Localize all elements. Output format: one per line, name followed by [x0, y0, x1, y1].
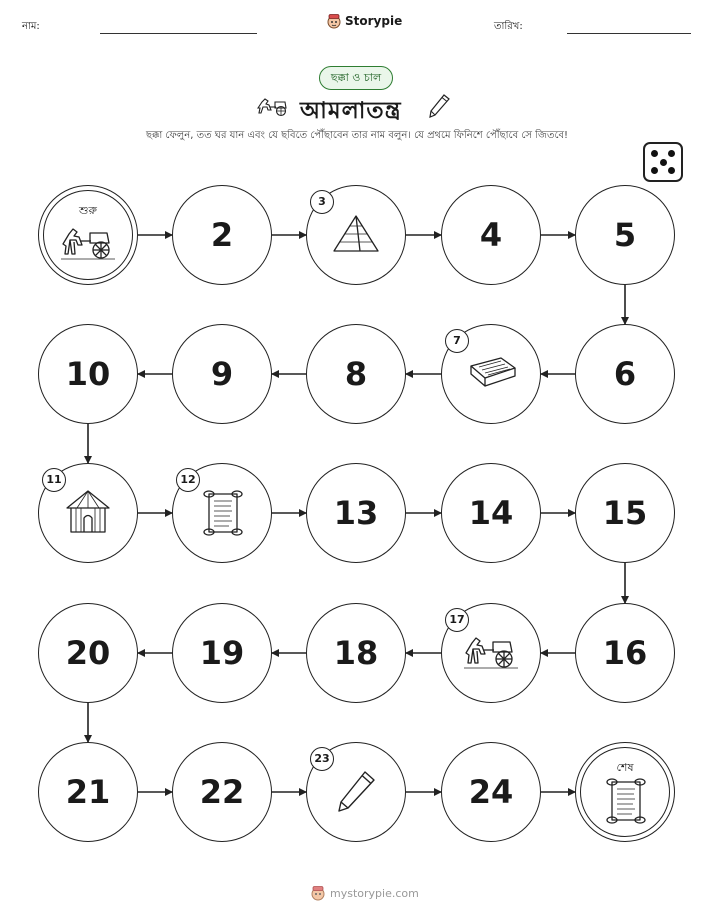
- space-number: 20: [65, 634, 111, 672]
- space-number-badge: 12: [176, 468, 200, 492]
- board-space-13[interactable]: [306, 463, 406, 563]
- board-space-4[interactable]: [441, 185, 541, 285]
- brand-name: Storypie: [345, 14, 403, 28]
- board-space-20[interactable]: [38, 603, 138, 703]
- space-number: 22: [199, 773, 245, 811]
- board-space-17[interactable]: [441, 603, 541, 703]
- storypie-mascot-icon: [310, 885, 326, 901]
- chariot-icon: [462, 633, 520, 673]
- board-space-16[interactable]: [575, 603, 675, 703]
- footer-url[interactable]: mystorypie.com: [330, 886, 419, 900]
- board-space-12[interactable]: [172, 463, 272, 563]
- clay-tablet-icon: [463, 354, 519, 394]
- board-space-10[interactable]: [38, 324, 138, 424]
- board-space-14[interactable]: [441, 463, 541, 563]
- granary-hut-icon: [63, 488, 113, 538]
- board-space-24[interactable]: [441, 742, 541, 842]
- board-space-21[interactable]: [38, 742, 138, 842]
- board-space-6[interactable]: [575, 324, 675, 424]
- footer: [310, 885, 419, 901]
- page-title: আমলাতন্ত্র: [300, 98, 402, 124]
- space-number-badge: 3: [310, 190, 334, 214]
- start-space[interactable]: [38, 185, 138, 285]
- board-space-15[interactable]: [575, 463, 675, 563]
- space-number: 19: [199, 634, 245, 672]
- board-space-19[interactable]: [172, 603, 272, 703]
- board-space-2[interactable]: [172, 185, 272, 285]
- board-space-22[interactable]: [172, 742, 272, 842]
- space-number: 16: [602, 634, 648, 672]
- space-number-badge: 17: [445, 608, 469, 632]
- space-number-badge: 7: [445, 329, 469, 353]
- board-space-9[interactable]: [172, 324, 272, 424]
- space-number: 21: [65, 773, 111, 811]
- space-number: 9: [210, 355, 234, 393]
- space-number-badge: 23: [310, 747, 334, 771]
- name-label: নাম:: [22, 21, 40, 32]
- board-space-23[interactable]: [306, 742, 406, 842]
- space-number: 2: [210, 216, 234, 254]
- space-number: 5: [613, 216, 637, 254]
- finish-label: শেষ: [616, 761, 634, 774]
- start-label: শুরু: [79, 204, 97, 217]
- board-space-8[interactable]: [306, 324, 406, 424]
- space-number: 8: [344, 355, 368, 393]
- board-space-11[interactable]: [38, 463, 138, 563]
- board-space-18[interactable]: [306, 603, 406, 703]
- finish-space[interactable]: [575, 742, 675, 842]
- space-number: 18: [333, 634, 379, 672]
- space-number: 15: [602, 494, 648, 532]
- space-number: 14: [468, 494, 514, 532]
- space-number: 6: [613, 355, 637, 393]
- board-space-5[interactable]: [575, 185, 675, 285]
- date-label: তারিখ:: [494, 21, 523, 32]
- game-type-tag: ছক্কা ও চাল: [319, 66, 393, 90]
- space-number: 4: [479, 216, 503, 254]
- pencil-icon: [333, 768, 379, 816]
- instructions: ছক্কা ফেলুন, তত ঘর যান এবং যে ছবিতে পৌঁছাবেন তার নাম বলুন। যে প্রথমে ফিনিশে পৌঁছাবে সে জিতবে!: [145, 130, 569, 141]
- space-number: 24: [468, 773, 514, 811]
- scroll-icon: [200, 488, 244, 538]
- space-number-badge: 11: [42, 468, 66, 492]
- space-number: 13: [333, 494, 379, 532]
- board-space-7[interactable]: [441, 324, 541, 424]
- board-space-3[interactable]: [306, 185, 406, 285]
- pyramid-icon: [330, 213, 382, 257]
- space-number: 10: [65, 355, 111, 393]
